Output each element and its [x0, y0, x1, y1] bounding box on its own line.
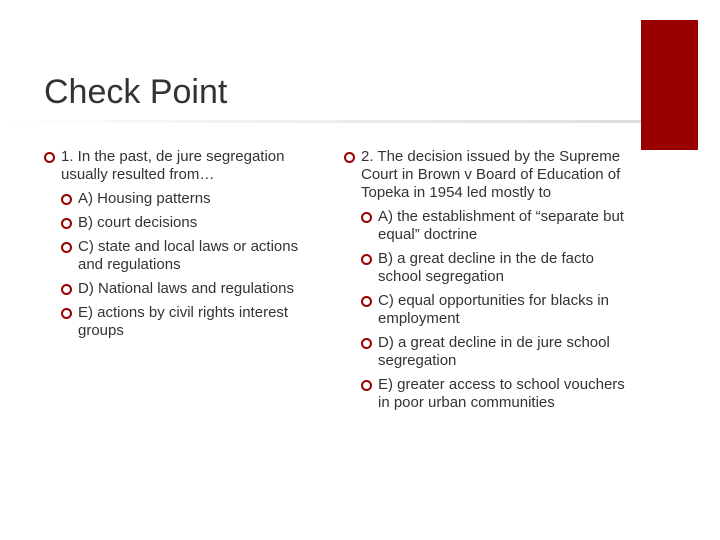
question-1-option-e — [61, 304, 314, 340]
option-text: C) state and local laws or actions and regulations — [78, 238, 299, 273]
circle-bullet-icon — [361, 380, 372, 391]
option-text: E) greater access to school vouchers in poor urban communities — [378, 376, 625, 411]
title-divider — [0, 120, 641, 123]
circle-bullet-icon — [361, 338, 372, 349]
option-text: D) a great decline in de jure school segregation — [378, 334, 610, 369]
question-1-option-b — [61, 214, 314, 232]
question-1-option-a — [61, 190, 314, 208]
question-2-option-a — [361, 208, 634, 244]
option-text: D) National laws and regulations — [78, 280, 294, 297]
question-2-option-e — [361, 376, 634, 412]
option-text: A) Housing patterns — [78, 190, 211, 207]
question-1-option-c — [61, 238, 314, 274]
question-2-text: 2. The decision issued by the Supreme Court in Brown v Board of Education of Topeka in 1954 led mostly to — [361, 148, 621, 201]
circle-bullet-icon — [361, 254, 372, 265]
circle-bullet-icon — [61, 218, 72, 229]
question-2-option-d — [361, 334, 634, 370]
option-text: A) the establishment of “separate but equal” doctrine — [378, 208, 624, 243]
slide-title: Check Point — [44, 73, 228, 111]
question-2-column — [344, 148, 634, 412]
question-2-option-b — [361, 250, 634, 286]
option-text: B) court decisions — [78, 214, 198, 231]
question-1-text: 1. In the past, de jure segregation usually resulted from… — [61, 148, 285, 183]
question-1-option-d — [61, 280, 314, 298]
question-2 — [344, 148, 634, 412]
circle-bullet-icon — [344, 152, 355, 163]
circle-bullet-icon — [61, 194, 72, 205]
option-text: E) actions by civil rights interest groups — [78, 304, 289, 339]
circle-bullet-icon — [361, 296, 372, 307]
circle-bullet-icon — [61, 242, 72, 253]
circle-bullet-icon — [44, 152, 55, 163]
option-text: B) a great decline in the de facto school segregation — [378, 250, 594, 285]
circle-bullet-icon — [61, 308, 72, 319]
circle-bullet-icon — [361, 212, 372, 223]
question-1-column — [44, 148, 314, 340]
circle-bullet-icon — [61, 284, 72, 295]
question-1 — [44, 148, 314, 340]
option-text: C) equal opportunities for blacks in employment — [378, 292, 609, 327]
accent-bar — [641, 20, 698, 150]
question-2-option-c — [361, 292, 634, 328]
